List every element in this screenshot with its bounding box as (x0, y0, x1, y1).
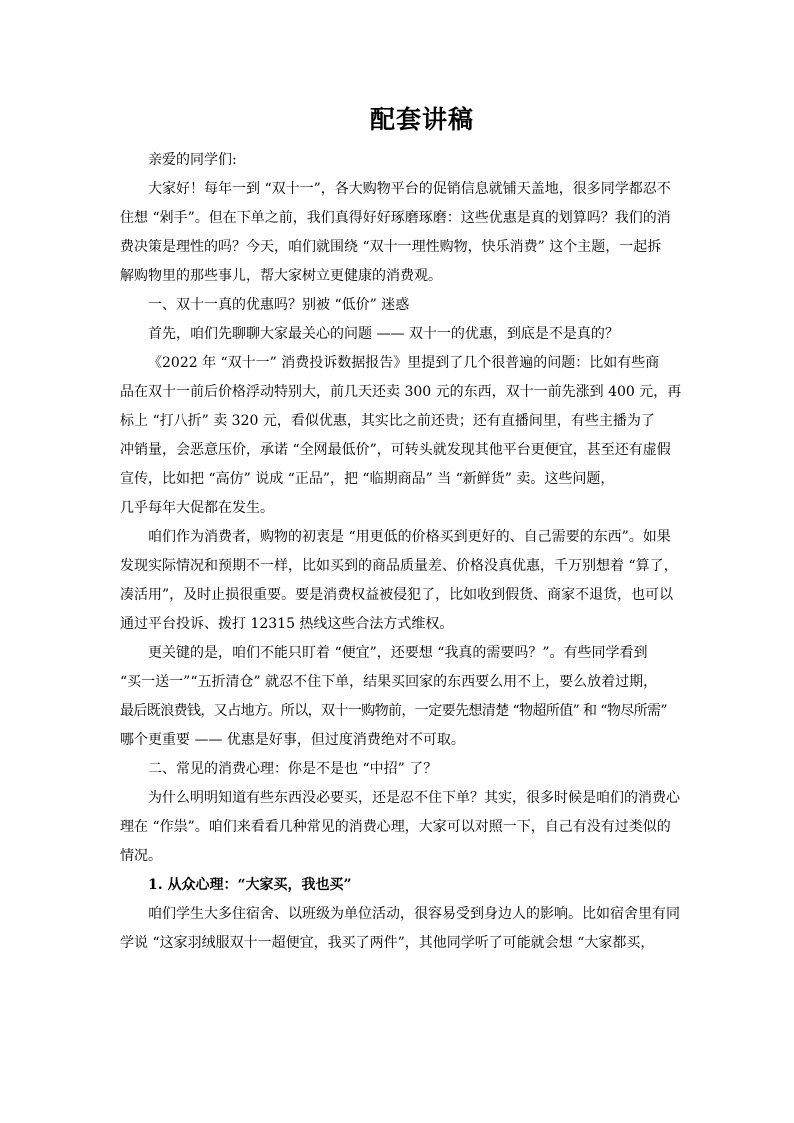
paragraph-line: 费决策是理性的吗？今天，咱们就围绕 “双十一理性购物，快乐消费” 这个主题，一起拆 (120, 239, 662, 255)
section-heading: 一、双十一真的优惠吗？别被 “低价” 迷惑 (148, 297, 410, 313)
paragraph-line: 《2022 年 “双十一” 消费投诉数据报告》里提到了几个很普遍的问题：比如有些商 (148, 355, 660, 371)
greeting-line: 亲爱的同学们: (148, 152, 237, 168)
paragraph-line: “买一送一”“五折清仓” 就忍不住下单，结果买回家的东西要么用不上，要么放着过期， (120, 674, 658, 690)
document-body (120, 146, 680, 958)
paragraph-line: 首先，咱们先聊聊大家最关心的问题 —— 双十一的优惠，到底是不是真的？ (148, 326, 619, 342)
paragraph-line: 咱们学生大多住宿舍、以班级为单位活动，很容易受到身边人的影响。比如宿舍里有同 (148, 906, 680, 922)
paragraph-line: 为什么明明知道有些东西没必要买，还是忍不住下单？其实，很多时候是咱们的消费心 (148, 790, 680, 806)
subsection-heading: 1. 从众心理：“大家买，我也买” (148, 877, 352, 893)
paragraph-line: 学说 “这家羽绒服双十一超便宜，我买了两件”，其他同学听了可能就会想 “大家都买， (120, 935, 655, 951)
paragraph-line: 品在双十一前后价格浮动特别大，前几天还卖 300 元的东西，双十一前先涨到 400 元，再 (120, 384, 682, 400)
paragraph-line: 咱们作为消费者，购物的初衷是 “用更低的价格买到更好的、自己需要的东西”。如果 (148, 529, 671, 545)
paragraph-line: 通过平台投诉、拨打 12315 热线这些合法方式维权。 (120, 616, 454, 632)
paragraph-line: 住想 “剁手”。但在下单之前，我们真得好好琢磨琢磨：这些优惠是真的划算吗？我们的消 (120, 210, 671, 226)
paragraph-line: 凑活用”，及时止损很重要。要是消费权益被侵犯了，比如收到假货、商家不退货，也可以 (120, 587, 674, 603)
paragraph-line: 大家好！每年一到 “双十一”，各大购物平台的促销信息就铺天盖地，很多同学都忍不 (148, 181, 671, 197)
paragraph-line: 宣传，比如把 “高仿” 说成 “正品”，把 “临期商品” 当 “新鲜货” 卖。这些问题， (120, 471, 615, 487)
document-title: 配套讲稿 (369, 105, 474, 134)
paragraph-line: 冲销量，会恶意压价，承诺 “全网最低价”，可转头就发现其他平台更便宜，甚至还有虚假 (120, 442, 671, 458)
paragraph-line: 最后既浪费钱，又占地方。所以，双十一购物前，一定要先想清楚 “物超所值” 和 “物尽所需” (120, 703, 667, 719)
paragraph-line: 情况。 (120, 848, 162, 864)
paragraph-line: 理在 “作祟”。咱们来看看几种常见的消费心理，大家可以对照一下，自己有没有过类似的 (120, 819, 671, 835)
paragraph-line: 几乎每年大促都在发生。 (120, 500, 274, 516)
paragraph-line: 哪个更重要 —— 优惠是好事，但过度消费绝对不可取。 (120, 732, 465, 748)
paragraph-line: 发现实际情况和预期不一样，比如买到的商品质量差、价格没真优惠，千万别想着 “算了， (120, 558, 678, 574)
section-heading: 二、常见的消费心理：你是不是也 “中招” 了？ (148, 761, 438, 777)
paragraph-line: 更关键的是，咱们不能只盯着 “便宜”，还要想 “我真的需要吗？”。有些同学看到 (148, 645, 648, 661)
paragraph-line: 标上 “打八折” 卖 320 元，看似优惠，其实比之前还贵；还有直播间里，有些主播为了 (120, 413, 655, 429)
paragraph-line: 解购物里的那些事儿，帮大家树立更健康的消费观。 (120, 268, 442, 284)
